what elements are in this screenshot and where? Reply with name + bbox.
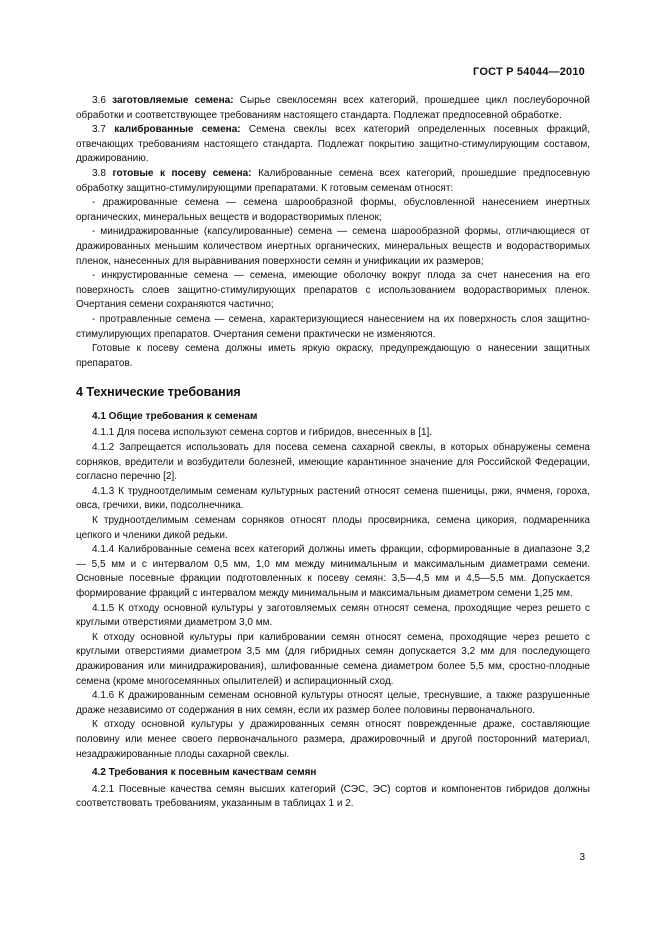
definition-term: готовые к посеву семена:	[112, 167, 252, 179]
paragraph: К трудноотделимым семенам сорняков относят плоды просвирника, семена цикория, подмаренника цепкого и членики дикой редьки.	[76, 515, 590, 541]
paragraph: 4.1.3 К трудноотделимым семенам культурных растений относят семена пшеницы, ржи, ячменя, гороха, овса, гречихи, вики, подсолнечника.	[76, 485, 590, 512]
definition-3-8	[76, 167, 590, 196]
paragraph: К отходу основной культуры при калибровании семян относят семена, проходящие через решето с круглыми отверстиями диаметром 3,5 мм (для гибридных семян допускается 3,2 мм для последующего дражирования или минидражирования), шлифованные семена диаметром более 5,5 мм, сростно-плодные семена (кроме многосемянных опылителей) и аспирационный сход.	[76, 631, 590, 687]
clause-number: 3.8	[92, 167, 106, 179]
paragraph: 4.1.5 К отходу основной культуры у заготовляемых семян относят семена, проходящие через решето с круглыми отверстиями диаметром 3,0 мм.	[76, 602, 590, 629]
paragraph: 4.1.4 Калиброванные семена всех категорий должны иметь фракции, сформированные в диапазоне 3,2 — 5,5 мм и с интервалом 0,5 мм, 1,0 мм между минимальным и максимальным диаметрами семени. Основные посевные фракции подготовленных к посеву семян: 3,5—4,5 мм и 4,5—5,5 мм. Допускается формирование фракций с интервалом между минимальным и максимальным диаметром семени 1,25 мм.	[76, 544, 590, 599]
subsection-heading: 4.2 Требования к посевным качествам семян	[92, 767, 317, 779]
list-item: - протравленные семена — семена, характеризующиеся нанесением на их поверхность слоя защитно-стимулирующих препаратов. Очертания семени практически не изменяются.	[76, 313, 590, 340]
paragraph: 4.1.2 Запрещается использовать для посева семена сахарной свеклы, в которых обнаружены семена сорняков, вредители и возбудители болезней, имеющие карантинное значение для Российской Федерации, согласно перечню [2].	[76, 442, 590, 483]
page-number: 3	[579, 852, 585, 863]
paragraph: 4.2.1 Посевные качества семян высших категорий (СЭС, ЭС) сортов и компонентов гибридов должны соответствовать требованиям, указанным в таблицах 1 и 2.	[76, 783, 590, 810]
section-heading: 4 Технические требования	[76, 385, 241, 400]
definition-term: калиброванные семена:	[114, 124, 241, 136]
subsection-heading: 4.1 Общие требования к семенам	[92, 410, 258, 422]
definition-text: Семена свеклы всех категорий определенных посевных фракций, отвечающих требованиям настоящего стандарта. Подлежат покрытию защитно-стимулирующим составом, дражированию.	[76, 124, 591, 165]
clause-number: 3.6	[92, 95, 106, 106]
definition-3-6	[76, 94, 590, 123]
definition-text: Калиброванные семена всех категорий, прошедшие предпосевную обработку защитно-стимулирующими препаратами. К готовым семенам относят:	[76, 167, 591, 194]
paragraph: 4.1.1 Для посева используют семена сортов и гибридов, внесенных в [1].	[92, 427, 433, 439]
list-item: - инкрустированные семена — семена, имеющие оболочку вокруг плода за счет нанесения на его поверхность слоев защитно-стимулирующих препаратов с использованием водорастворимых пленок. Очертания семени сохраняются частично;	[76, 270, 590, 311]
ready-seeds-note: Готовые к посеву семена должны иметь яркую окраску, предупреждающую о нанесении защитных препаратов.	[76, 343, 590, 369]
list-item: - дражированные семена — семена шарообразной формы, обусловленной нанесением инертных органических, минеральных веществ и водорастворимых пленок;	[76, 197, 590, 223]
definition-3-7	[76, 123, 590, 167]
definition-term: заготовляемые семена:	[112, 95, 234, 106]
paragraph: К отходу основной культуры у дражированных семян относят поврежденные драже, составляющие половину или менее своего первоначального размера, дражировочный и другой посторонний материал, незадражированные плоды сахарной свеклы.	[76, 719, 590, 760]
document-id: ГОСТ Р 54044—2010	[473, 66, 585, 78]
clause-number: 3.7	[92, 124, 106, 136]
document-body	[76, 94, 590, 812]
list-item: - минидражированные (капсулированные) семена — семена шарообразной формы, отличающиеся от дражированных меньшим количеством инертных органических, минеральных веществ и водорастворимых пленок, нанесенных для выравнивания поверхности семян и унификации их размеров;	[76, 226, 590, 267]
paragraph: 4.1.6 К дражированным семенам основной культуры относят целые, треснувшие, а также разрушенные драже независимо от содержания в них семян, если их размер более половины первоначального.	[76, 690, 590, 716]
definition-text: Сырье свеклосемян всех категорий, прошедшее цикл послеуборочной обработки и соответствующее требованиям настоящего стандарта. Подлежат предпосевной обработке.	[76, 95, 591, 121]
